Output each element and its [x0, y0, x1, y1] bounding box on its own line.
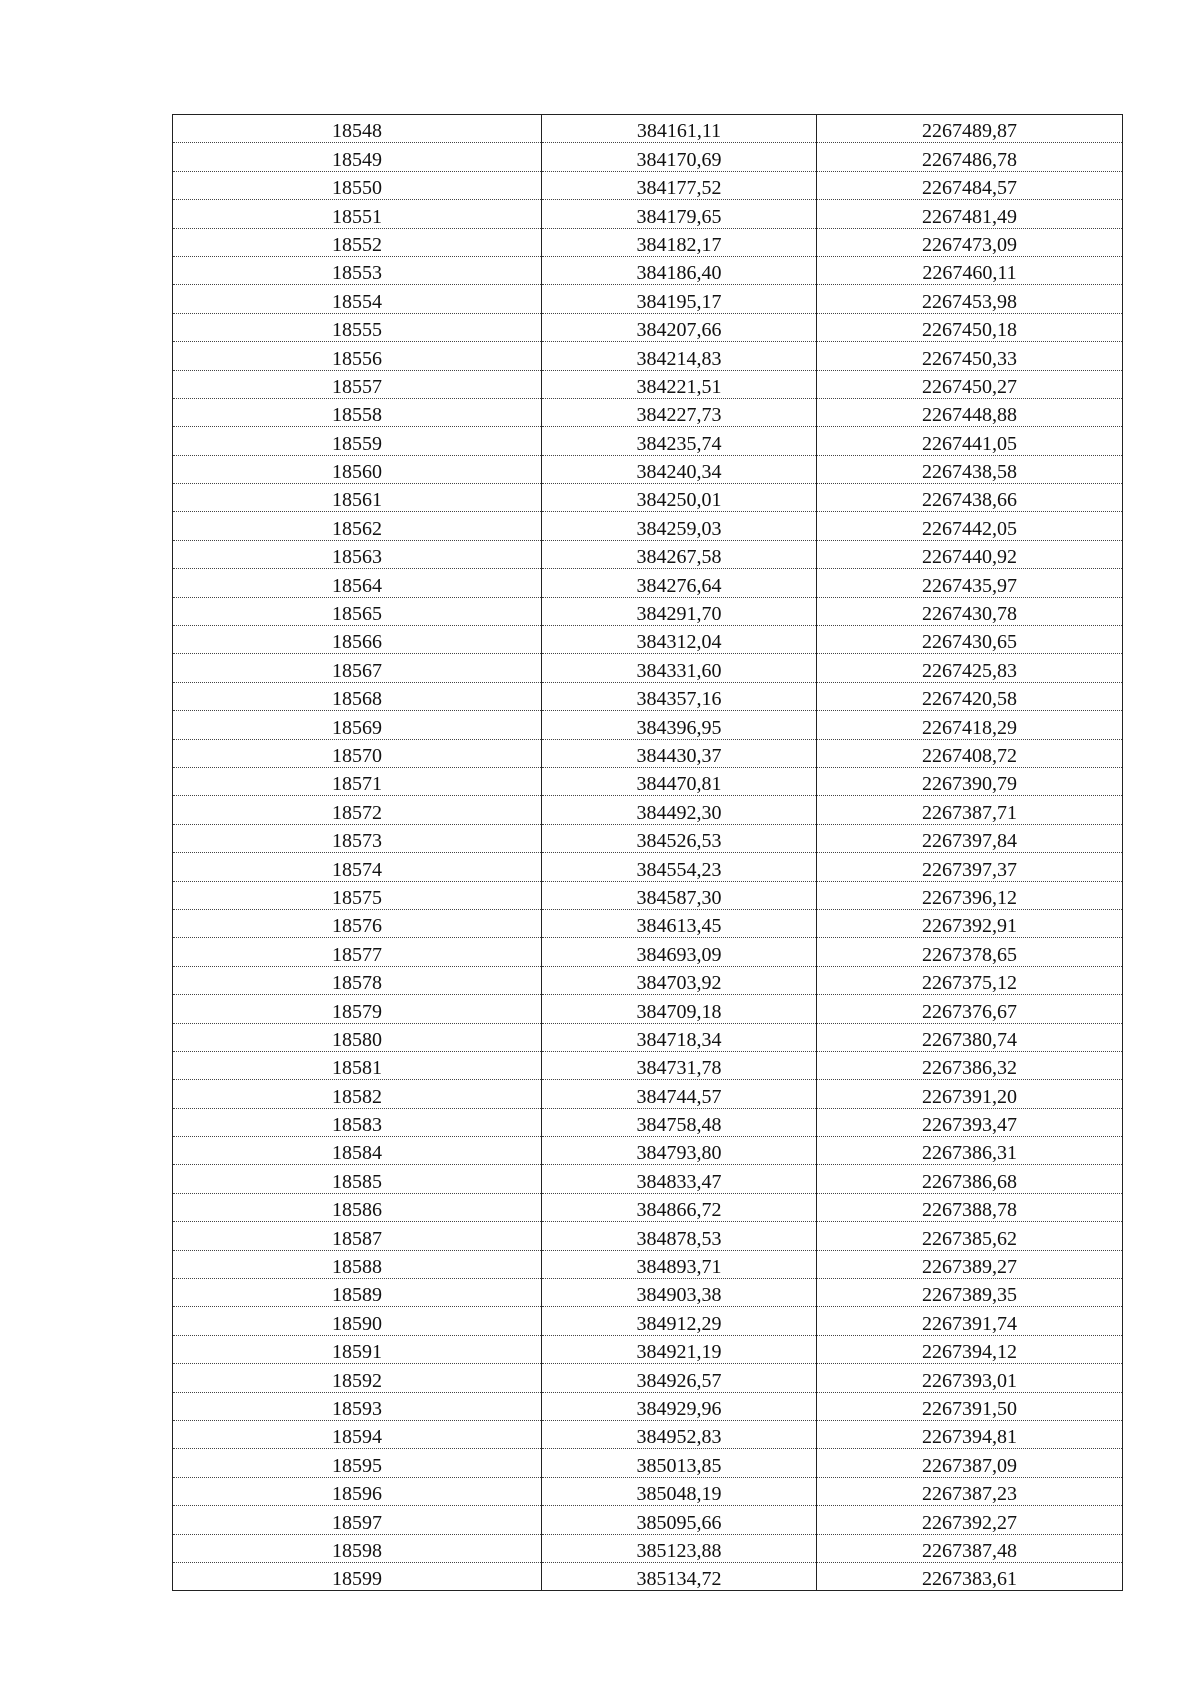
- point-number-cell: 18550: [173, 171, 542, 199]
- x-coordinate-cell: 384470,81: [542, 767, 817, 795]
- table-row: [173, 342, 1123, 370]
- y-coordinate-cell: 2267391,74: [817, 1307, 1123, 1335]
- table-row: [173, 682, 1123, 710]
- x-coordinate-cell: 384207,66: [542, 313, 817, 341]
- table-row: [173, 569, 1123, 597]
- x-coordinate-cell: 384693,09: [542, 938, 817, 966]
- table-row: [173, 1392, 1123, 1420]
- x-coordinate-cell: 384221,51: [542, 370, 817, 398]
- y-coordinate-cell: 2267392,27: [817, 1506, 1123, 1534]
- table-row: [173, 1250, 1123, 1278]
- x-coordinate-cell: 384170,69: [542, 143, 817, 171]
- point-number-cell: 18568: [173, 682, 542, 710]
- point-number-cell: 18588: [173, 1250, 542, 1278]
- y-coordinate-cell: 2267448,88: [817, 398, 1123, 426]
- table-row: [173, 1165, 1123, 1193]
- table-row: [173, 1279, 1123, 1307]
- coordinates-table-body: [173, 115, 1123, 1591]
- y-coordinate-cell: 2267397,84: [817, 824, 1123, 852]
- y-coordinate-cell: 2267387,48: [817, 1534, 1123, 1562]
- table-row: [173, 739, 1123, 767]
- x-coordinate-cell: 384718,34: [542, 1023, 817, 1051]
- point-number-cell: 18597: [173, 1506, 542, 1534]
- y-coordinate-cell: 2267486,78: [817, 143, 1123, 171]
- y-coordinate-cell: 2267450,18: [817, 313, 1123, 341]
- table-row: [173, 597, 1123, 625]
- table-row: [173, 228, 1123, 256]
- table-row: [173, 1193, 1123, 1221]
- x-coordinate-cell: 384912,29: [542, 1307, 817, 1335]
- x-coordinate-cell: 385095,66: [542, 1506, 817, 1534]
- x-coordinate-cell: 384731,78: [542, 1051, 817, 1079]
- table-row: [173, 824, 1123, 852]
- x-coordinate-cell: 384312,04: [542, 626, 817, 654]
- x-coordinate-cell: 384929,96: [542, 1392, 817, 1420]
- x-coordinate-cell: 384554,23: [542, 853, 817, 881]
- table-row: [173, 143, 1123, 171]
- table-row: [173, 1449, 1123, 1477]
- point-number-cell: 18562: [173, 512, 542, 540]
- point-number-cell: 18582: [173, 1080, 542, 1108]
- point-number-cell: 18572: [173, 796, 542, 824]
- y-coordinate-cell: 2267484,57: [817, 171, 1123, 199]
- x-coordinate-cell: 385123,88: [542, 1534, 817, 1562]
- y-coordinate-cell: 2267378,65: [817, 938, 1123, 966]
- table-row: [173, 1335, 1123, 1363]
- y-coordinate-cell: 2267389,27: [817, 1250, 1123, 1278]
- point-number-cell: 18563: [173, 540, 542, 568]
- point-number-cell: 18561: [173, 484, 542, 512]
- x-coordinate-cell: 384235,74: [542, 427, 817, 455]
- point-number-cell: 18592: [173, 1364, 542, 1392]
- point-number-cell: 18577: [173, 938, 542, 966]
- table-row: [173, 1420, 1123, 1448]
- point-number-cell: 18551: [173, 200, 542, 228]
- y-coordinate-cell: 2267375,12: [817, 966, 1123, 994]
- point-number-cell: 18599: [173, 1562, 542, 1590]
- table-row: [173, 796, 1123, 824]
- point-number-cell: 18595: [173, 1449, 542, 1477]
- x-coordinate-cell: 384878,53: [542, 1222, 817, 1250]
- point-number-cell: 18559: [173, 427, 542, 455]
- y-coordinate-cell: 2267385,62: [817, 1222, 1123, 1250]
- table-row: [173, 313, 1123, 341]
- y-coordinate-cell: 2267393,47: [817, 1108, 1123, 1136]
- x-coordinate-cell: 384866,72: [542, 1193, 817, 1221]
- y-coordinate-cell: 2267397,37: [817, 853, 1123, 881]
- point-number-cell: 18552: [173, 228, 542, 256]
- table-row: [173, 711, 1123, 739]
- y-coordinate-cell: 2267435,97: [817, 569, 1123, 597]
- y-coordinate-cell: 2267394,81: [817, 1420, 1123, 1448]
- point-number-cell: 18589: [173, 1279, 542, 1307]
- table-row: [173, 767, 1123, 795]
- table-row: [173, 995, 1123, 1023]
- table-row: [173, 654, 1123, 682]
- table-row: [173, 1534, 1123, 1562]
- y-coordinate-cell: 2267386,32: [817, 1051, 1123, 1079]
- point-number-cell: 18598: [173, 1534, 542, 1562]
- point-number-cell: 18593: [173, 1392, 542, 1420]
- table-row: [173, 626, 1123, 654]
- point-number-cell: 18573: [173, 824, 542, 852]
- x-coordinate-cell: 384758,48: [542, 1108, 817, 1136]
- y-coordinate-cell: 2267420,58: [817, 682, 1123, 710]
- x-coordinate-cell: 384430,37: [542, 739, 817, 767]
- point-number-cell: 18586: [173, 1193, 542, 1221]
- y-coordinate-cell: 2267394,12: [817, 1335, 1123, 1363]
- y-coordinate-cell: 2267392,91: [817, 909, 1123, 937]
- point-number-cell: 18548: [173, 115, 542, 143]
- y-coordinate-cell: 2267442,05: [817, 512, 1123, 540]
- point-number-cell: 18553: [173, 256, 542, 284]
- y-coordinate-cell: 2267481,49: [817, 200, 1123, 228]
- table-row: [173, 1080, 1123, 1108]
- table-row: [173, 938, 1123, 966]
- point-number-cell: 18560: [173, 455, 542, 483]
- y-coordinate-cell: 2267438,66: [817, 484, 1123, 512]
- x-coordinate-cell: 384250,01: [542, 484, 817, 512]
- x-coordinate-cell: 384833,47: [542, 1165, 817, 1193]
- x-coordinate-cell: 384331,60: [542, 654, 817, 682]
- table-row: [173, 1051, 1123, 1079]
- point-number-cell: 18564: [173, 569, 542, 597]
- point-number-cell: 18565: [173, 597, 542, 625]
- table-row: [173, 540, 1123, 568]
- x-coordinate-cell: 384744,57: [542, 1080, 817, 1108]
- table-row: [173, 1477, 1123, 1505]
- point-number-cell: 18580: [173, 1023, 542, 1051]
- table-row: [173, 881, 1123, 909]
- point-number-cell: 18584: [173, 1137, 542, 1165]
- x-coordinate-cell: 384357,16: [542, 682, 817, 710]
- x-coordinate-cell: 384161,11: [542, 115, 817, 143]
- point-number-cell: 18571: [173, 767, 542, 795]
- x-coordinate-cell: 384952,83: [542, 1420, 817, 1448]
- table-row: [173, 1307, 1123, 1335]
- y-coordinate-cell: 2267393,01: [817, 1364, 1123, 1392]
- table-row: [173, 427, 1123, 455]
- y-coordinate-cell: 2267453,98: [817, 285, 1123, 313]
- x-coordinate-cell: 384259,03: [542, 512, 817, 540]
- point-number-cell: 18596: [173, 1477, 542, 1505]
- y-coordinate-cell: 2267450,27: [817, 370, 1123, 398]
- x-coordinate-cell: 384267,58: [542, 540, 817, 568]
- point-number-cell: 18566: [173, 626, 542, 654]
- point-number-cell: 18591: [173, 1335, 542, 1363]
- x-coordinate-cell: 384182,17: [542, 228, 817, 256]
- table-row: [173, 1364, 1123, 1392]
- x-coordinate-cell: 384492,30: [542, 796, 817, 824]
- table-row: [173, 966, 1123, 994]
- y-coordinate-cell: 2267460,11: [817, 256, 1123, 284]
- table-row: [173, 909, 1123, 937]
- x-coordinate-cell: 384214,83: [542, 342, 817, 370]
- table-row: [173, 1137, 1123, 1165]
- point-number-cell: 18590: [173, 1307, 542, 1335]
- table-row: [173, 398, 1123, 426]
- y-coordinate-cell: 2267408,72: [817, 739, 1123, 767]
- y-coordinate-cell: 2267430,65: [817, 626, 1123, 654]
- x-coordinate-cell: 384240,34: [542, 455, 817, 483]
- y-coordinate-cell: 2267387,09: [817, 1449, 1123, 1477]
- y-coordinate-cell: 2267386,68: [817, 1165, 1123, 1193]
- y-coordinate-cell: 2267389,35: [817, 1279, 1123, 1307]
- point-number-cell: 18575: [173, 881, 542, 909]
- x-coordinate-cell: 384587,30: [542, 881, 817, 909]
- x-coordinate-cell: 384703,92: [542, 966, 817, 994]
- table-row: [173, 484, 1123, 512]
- table-row: [173, 512, 1123, 540]
- point-number-cell: 18567: [173, 654, 542, 682]
- x-coordinate-cell: 385134,72: [542, 1562, 817, 1590]
- y-coordinate-cell: 2267473,09: [817, 228, 1123, 256]
- y-coordinate-cell: 2267390,79: [817, 767, 1123, 795]
- table-row: [173, 1023, 1123, 1051]
- point-number-cell: 18558: [173, 398, 542, 426]
- y-coordinate-cell: 2267438,58: [817, 455, 1123, 483]
- table-row: [173, 1562, 1123, 1590]
- point-number-cell: 18554: [173, 285, 542, 313]
- coordinates-table: [172, 114, 1123, 1591]
- point-number-cell: 18585: [173, 1165, 542, 1193]
- table-row: [173, 370, 1123, 398]
- x-coordinate-cell: 384177,52: [542, 171, 817, 199]
- y-coordinate-cell: 2267430,78: [817, 597, 1123, 625]
- point-number-cell: 18555: [173, 313, 542, 341]
- y-coordinate-cell: 2267386,31: [817, 1137, 1123, 1165]
- point-number-cell: 18549: [173, 143, 542, 171]
- point-number-cell: 18583: [173, 1108, 542, 1136]
- y-coordinate-cell: 2267376,67: [817, 995, 1123, 1023]
- table-row: [173, 256, 1123, 284]
- point-number-cell: 18587: [173, 1222, 542, 1250]
- point-number-cell: 18557: [173, 370, 542, 398]
- point-number-cell: 18579: [173, 995, 542, 1023]
- x-coordinate-cell: 384709,18: [542, 995, 817, 1023]
- x-coordinate-cell: 384276,64: [542, 569, 817, 597]
- y-coordinate-cell: 2267383,61: [817, 1562, 1123, 1590]
- x-coordinate-cell: 384613,45: [542, 909, 817, 937]
- y-coordinate-cell: 2267391,20: [817, 1080, 1123, 1108]
- table-row: [173, 115, 1123, 143]
- x-coordinate-cell: 384179,65: [542, 200, 817, 228]
- point-number-cell: 18556: [173, 342, 542, 370]
- table-row: [173, 171, 1123, 199]
- y-coordinate-cell: 2267425,83: [817, 654, 1123, 682]
- x-coordinate-cell: 384195,17: [542, 285, 817, 313]
- x-coordinate-cell: 385013,85: [542, 1449, 817, 1477]
- y-coordinate-cell: 2267391,50: [817, 1392, 1123, 1420]
- table-row: [173, 853, 1123, 881]
- x-coordinate-cell: 384903,38: [542, 1279, 817, 1307]
- point-number-cell: 18581: [173, 1051, 542, 1079]
- table-row: [173, 200, 1123, 228]
- table-row: [173, 1506, 1123, 1534]
- x-coordinate-cell: 384926,57: [542, 1364, 817, 1392]
- point-number-cell: 18569: [173, 711, 542, 739]
- y-coordinate-cell: 2267441,05: [817, 427, 1123, 455]
- point-number-cell: 18594: [173, 1420, 542, 1448]
- table-row: [173, 285, 1123, 313]
- x-coordinate-cell: 384227,73: [542, 398, 817, 426]
- x-coordinate-cell: 385048,19: [542, 1477, 817, 1505]
- table-row: [173, 1108, 1123, 1136]
- y-coordinate-cell: 2267380,74: [817, 1023, 1123, 1051]
- x-coordinate-cell: 384396,95: [542, 711, 817, 739]
- y-coordinate-cell: 2267440,92: [817, 540, 1123, 568]
- point-number-cell: 18576: [173, 909, 542, 937]
- y-coordinate-cell: 2267387,23: [817, 1477, 1123, 1505]
- x-coordinate-cell: 384526,53: [542, 824, 817, 852]
- y-coordinate-cell: 2267396,12: [817, 881, 1123, 909]
- x-coordinate-cell: 384793,80: [542, 1137, 817, 1165]
- x-coordinate-cell: 384186,40: [542, 256, 817, 284]
- table-row: [173, 1222, 1123, 1250]
- x-coordinate-cell: 384921,19: [542, 1335, 817, 1363]
- y-coordinate-cell: 2267418,29: [817, 711, 1123, 739]
- y-coordinate-cell: 2267388,78: [817, 1193, 1123, 1221]
- point-number-cell: 18574: [173, 853, 542, 881]
- point-number-cell: 18570: [173, 739, 542, 767]
- table-row: [173, 455, 1123, 483]
- point-number-cell: 18578: [173, 966, 542, 994]
- x-coordinate-cell: 384893,71: [542, 1250, 817, 1278]
- y-coordinate-cell: 2267489,87: [817, 115, 1123, 143]
- y-coordinate-cell: 2267387,71: [817, 796, 1123, 824]
- y-coordinate-cell: 2267450,33: [817, 342, 1123, 370]
- x-coordinate-cell: 384291,70: [542, 597, 817, 625]
